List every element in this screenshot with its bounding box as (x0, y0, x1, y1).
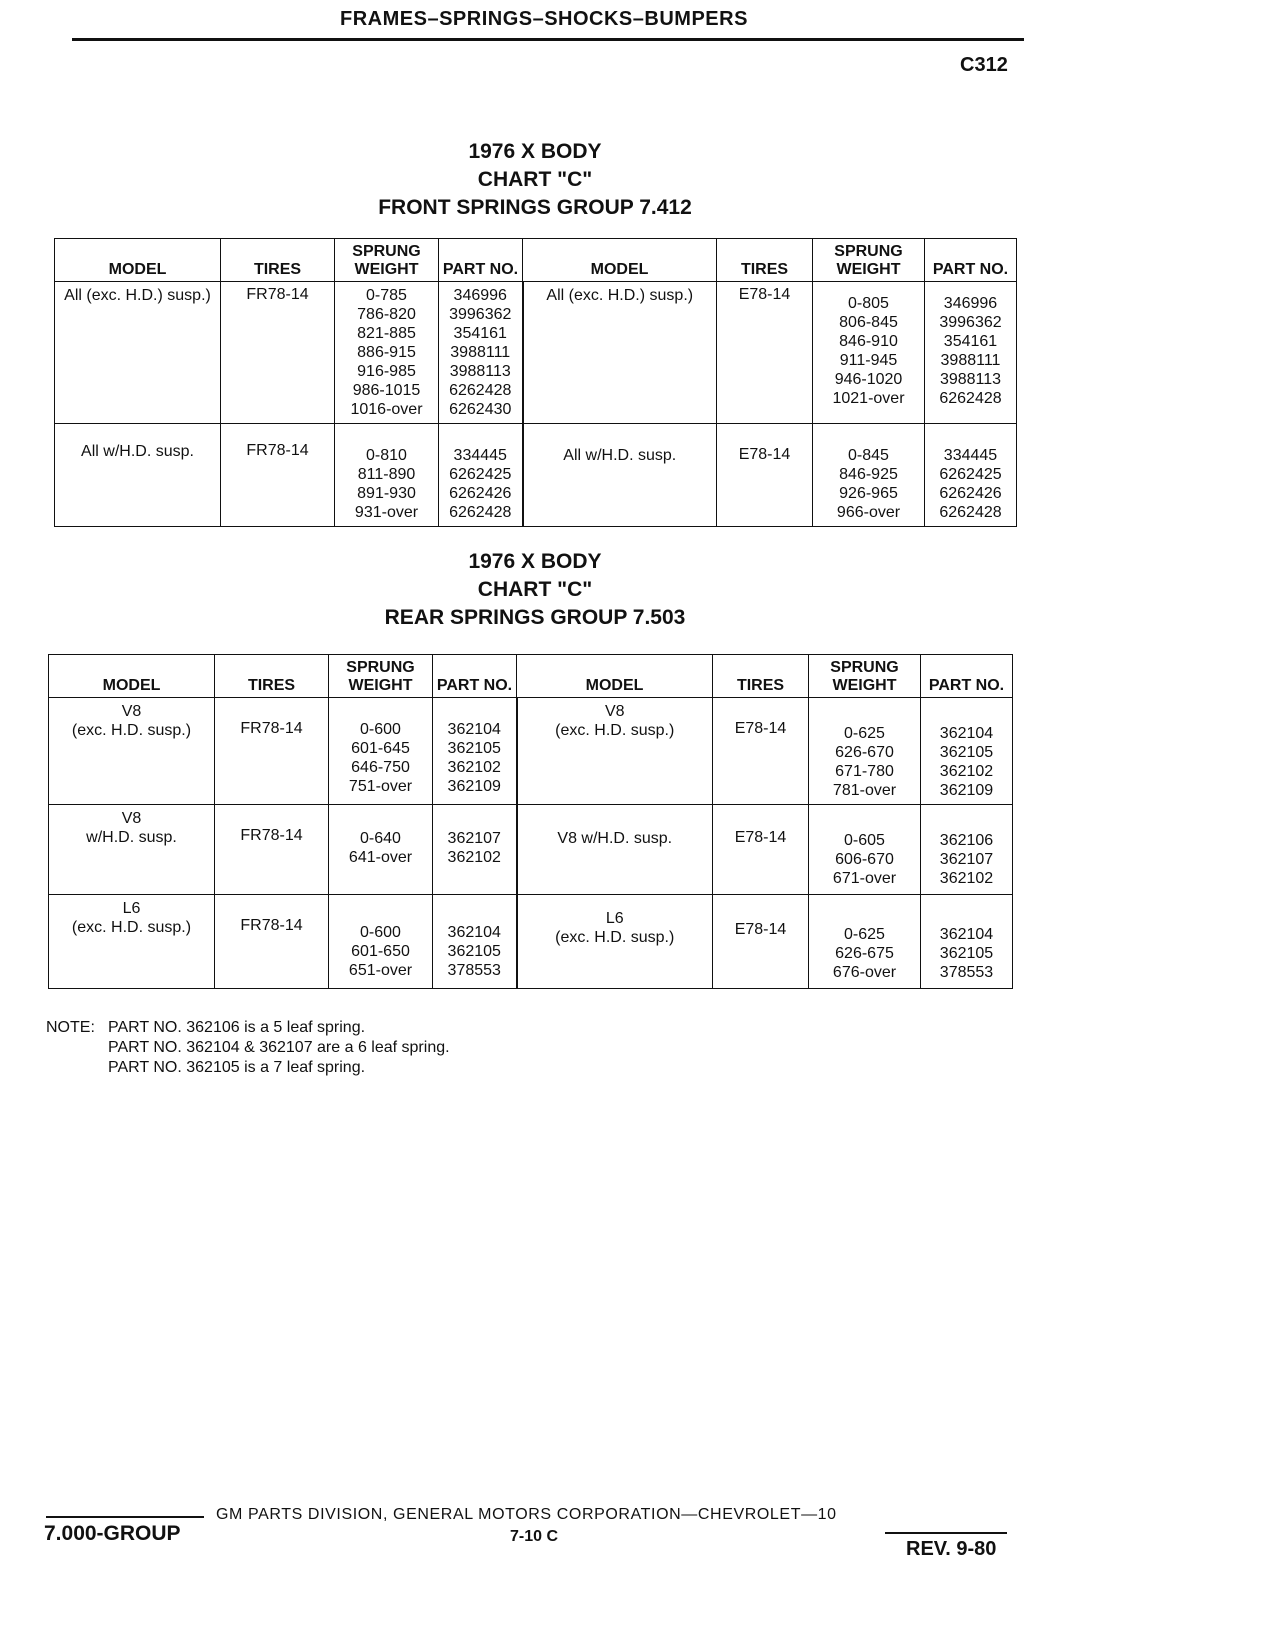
weights-cell (813, 282, 925, 424)
cell-value: 6262425 (939, 466, 1002, 483)
model-line: w/H.D. susp. (86, 829, 177, 846)
model-cell: All w/H.D. susp. (523, 424, 717, 527)
model-line: L6 (122, 900, 141, 917)
rear-header-part: PART NO. (433, 655, 517, 698)
cell-value: 926-965 (839, 485, 898, 502)
front-chart-heading-line3: FRONT SPRINGS GROUP 7.412 (378, 196, 692, 219)
cell-value: 334445 (453, 447, 507, 464)
cell-value: 1016-over (350, 401, 423, 418)
model-cell (49, 698, 215, 805)
cell-value: 641-over (348, 849, 413, 866)
header-rule (72, 38, 1024, 41)
cell-value: 846-910 (839, 333, 898, 350)
cell-value: 821-885 (357, 325, 416, 342)
rear-header-row (49, 655, 1013, 698)
cell-value: 334445 (943, 447, 998, 464)
note-line: PART NO. 362105 is a 7 leaf spring. (108, 1059, 366, 1076)
cell-value: 378553 (447, 962, 501, 979)
rear-header-model: MODEL (49, 655, 215, 698)
model-cell: All (exc. H.D.) susp.) (55, 282, 221, 424)
cell-value: 362105 (447, 943, 501, 960)
tires-cell: FR78-14 (215, 698, 329, 805)
table-row (49, 805, 1013, 895)
model-line: L6 (605, 910, 624, 927)
cell-value: 0-625 (844, 926, 885, 943)
rear-header-part-right: PART NO. (921, 655, 1013, 698)
footer-publisher: GM PARTS DIVISION, GENERAL MOTORS CORPORATION—CHEVROLET—10 (216, 1506, 837, 1523)
cell-value: 0-605 (844, 832, 885, 849)
front-header-tires-right: TIRES (717, 239, 813, 282)
model-line: (exc. H.D. susp.) (555, 929, 675, 946)
parts-cell (433, 698, 517, 805)
cell-value: 601-645 (351, 740, 410, 757)
tires-cell: E78-14 (717, 282, 813, 424)
cell-value: 786-820 (357, 306, 416, 323)
cell-value: 362102 (939, 870, 994, 887)
cell-value: 3988113 (939, 371, 1002, 388)
table-row (49, 698, 1013, 805)
front-header-model: MODEL (55, 239, 221, 282)
model-cell (517, 698, 713, 805)
cell-value: 6262430 (449, 401, 512, 418)
note-block (46, 1018, 450, 1078)
cell-value: 6262428 (449, 382, 512, 399)
tires-cell: E78-14 (713, 805, 809, 895)
model-cell (49, 805, 215, 895)
cell-value: 601-650 (351, 943, 410, 960)
cell-value: 3996362 (939, 314, 1002, 331)
front-header-tires: TIRES (221, 239, 335, 282)
model-cell: All w/H.D. susp. (55, 424, 221, 527)
weights-cell (329, 895, 433, 989)
weights-cell (809, 805, 921, 895)
cell-value: 354161 (943, 333, 998, 350)
tires-cell: FR78-14 (221, 282, 335, 424)
cell-value: 781-over (832, 782, 897, 799)
footer-group: 7.000-GROUP (44, 1522, 181, 1545)
model-cell: All (exc. H.D.) susp.) (523, 282, 717, 424)
rear-chart-heading-line1: 1976 X BODY (468, 550, 602, 573)
weights-cell (329, 805, 433, 895)
cell-value: 362104 (939, 926, 994, 943)
cell-value: 6262428 (939, 390, 1002, 407)
cell-value: 6262428 (939, 504, 1002, 521)
model-cell (517, 895, 713, 989)
model-line: (exc. H.D. susp.) (71, 919, 192, 936)
cell-value: 646-750 (351, 759, 410, 776)
cell-value: 362104 (447, 924, 501, 941)
cell-value: 0-600 (360, 721, 401, 738)
tires-cell: FR78-14 (215, 895, 329, 989)
cell-value: 986-1015 (352, 382, 421, 399)
parts-cell (433, 805, 517, 895)
note-label: NOTE: (46, 1019, 95, 1036)
rear-chart-heading-line2: CHART "C" (477, 578, 593, 601)
front-header-row (55, 239, 1017, 282)
cell-value: 886-915 (357, 344, 416, 361)
rear-springs-table (48, 654, 1013, 989)
cell-value: 1021-over (832, 390, 905, 407)
cell-value: 671-over (832, 870, 897, 887)
cell-value: 806-845 (839, 314, 898, 331)
cell-value: 0-810 (366, 447, 407, 464)
cell-value: 362102 (939, 763, 994, 780)
cell-value: 606-670 (835, 851, 894, 868)
cell-value: 3988111 (940, 352, 1001, 369)
tires-cell: FR78-14 (221, 424, 335, 527)
front-chart-heading-line2: CHART "C" (477, 168, 593, 191)
parts-cell (921, 698, 1013, 805)
weights-cell (809, 698, 921, 805)
cell-value: 626-670 (835, 744, 894, 761)
cell-value: 651-over (348, 962, 413, 979)
cell-value: 946-1020 (834, 371, 903, 388)
front-header-weight: SPRUNG WEIGHT (335, 239, 439, 282)
cell-value: 911-945 (839, 352, 898, 369)
cell-value: 3988111 (450, 344, 511, 361)
front-header-part: PART NO. (439, 239, 523, 282)
tires-cell: E78-14 (713, 698, 809, 805)
cell-value: 362104 (939, 725, 994, 742)
cell-value: 362102 (447, 849, 501, 866)
page-title: FRAMES–SPRINGS–SHOCKS–BUMPERS (340, 8, 748, 30)
parts-cell (433, 895, 517, 989)
page-code: C312 (960, 54, 1008, 76)
front-chart-heading (370, 138, 700, 222)
cell-value: 0-845 (848, 447, 889, 464)
front-header-part-right: PART NO. (925, 239, 1017, 282)
note-line: PART NO. 362104 & 362107 are a 6 leaf spring. (108, 1039, 450, 1056)
cell-value: 362105 (447, 740, 501, 757)
model-cell (517, 805, 713, 895)
front-springs-table (54, 238, 1017, 527)
tires-cell: FR78-14 (215, 805, 329, 895)
cell-value: 931-over (354, 504, 419, 521)
weights-cell (335, 424, 439, 527)
cell-value: 0-785 (366, 287, 407, 304)
model-line: (exc. H.D. susp.) (71, 722, 192, 739)
table-row (55, 282, 1017, 424)
cell-value: 0-805 (848, 295, 889, 312)
rear-header-weight: SPRUNG WEIGHT (329, 655, 433, 698)
note-line: PART NO. 362106 is a 5 leaf spring. (108, 1019, 366, 1036)
rear-header-model-right: MODEL (517, 655, 713, 698)
weights-cell (813, 424, 925, 527)
parts-cell (439, 424, 523, 527)
weights-cell (329, 698, 433, 805)
weights-cell (335, 282, 439, 424)
cell-value: 354161 (453, 325, 507, 342)
front-header-model-right: MODEL (523, 239, 717, 282)
cell-value: 362109 (447, 778, 501, 795)
cell-value: 362109 (939, 782, 994, 799)
cell-value: 362107 (447, 830, 501, 847)
cell-value: 362104 (447, 721, 501, 738)
model-line: V8 w/H.D. susp. (557, 830, 673, 847)
cell-value: 966-over (836, 504, 901, 521)
rear-header-tires-right: TIRES (713, 655, 809, 698)
cell-value: 6262428 (449, 504, 512, 521)
cell-value: 346996 (453, 287, 507, 304)
table-row (49, 895, 1013, 989)
cell-value: 6262426 (449, 485, 512, 502)
cell-value: 0-640 (360, 830, 401, 847)
cell-value: 362106 (939, 832, 994, 849)
table-row (55, 424, 1017, 527)
footer-rule-left (46, 1516, 204, 1518)
parts-cell (921, 895, 1013, 989)
cell-value: 671-780 (835, 763, 894, 780)
front-chart-heading-line1: 1976 X BODY (468, 140, 602, 163)
cell-value: 0-625 (844, 725, 885, 742)
cell-value: 362102 (447, 759, 501, 776)
cell-value: 751-over (348, 778, 413, 795)
model-cell (49, 895, 215, 989)
parts-cell (921, 805, 1013, 895)
cell-value: 362105 (939, 945, 994, 962)
cell-value: 362105 (939, 744, 994, 761)
cell-value: 811-890 (357, 466, 416, 483)
tires-cell: E78-14 (717, 424, 813, 527)
cell-value: 0-600 (360, 924, 401, 941)
cell-value: 3988113 (449, 363, 511, 380)
parts-cell (925, 424, 1017, 527)
model-line: V8 (604, 703, 625, 720)
cell-value: 626-675 (835, 945, 894, 962)
cell-value: 378553 (939, 964, 994, 981)
rear-chart-heading (370, 548, 700, 632)
rear-header-tires: TIRES (215, 655, 329, 698)
footer-revision: REV. 9-80 (906, 1538, 997, 1560)
front-header-weight-right: SPRUNG WEIGHT (813, 239, 925, 282)
footer-rule-right (885, 1532, 1007, 1534)
cell-value: 916-985 (357, 363, 416, 380)
rear-chart-heading-line3: REAR SPRINGS GROUP 7.503 (384, 606, 686, 629)
cell-value: 3996362 (449, 306, 512, 323)
cell-value: 846-925 (839, 466, 898, 483)
footer-page-number: 7-10 C (510, 1528, 559, 1545)
cell-value: 891-930 (357, 485, 416, 502)
parts-cell (925, 282, 1017, 424)
tires-cell: E78-14 (713, 895, 809, 989)
model-line: V8 (121, 703, 142, 720)
weights-cell (809, 895, 921, 989)
model-line: (exc. H.D. susp.) (555, 722, 675, 739)
cell-value: 6262425 (449, 466, 512, 483)
cell-value: 362107 (939, 851, 994, 868)
rear-header-weight-right: SPRUNG WEIGHT (809, 655, 921, 698)
cell-value: 346996 (943, 295, 998, 312)
parts-cell (439, 282, 523, 424)
model-line: V8 (121, 810, 142, 827)
cell-value: 6262426 (939, 485, 1002, 502)
cell-value: 676-over (832, 964, 897, 981)
